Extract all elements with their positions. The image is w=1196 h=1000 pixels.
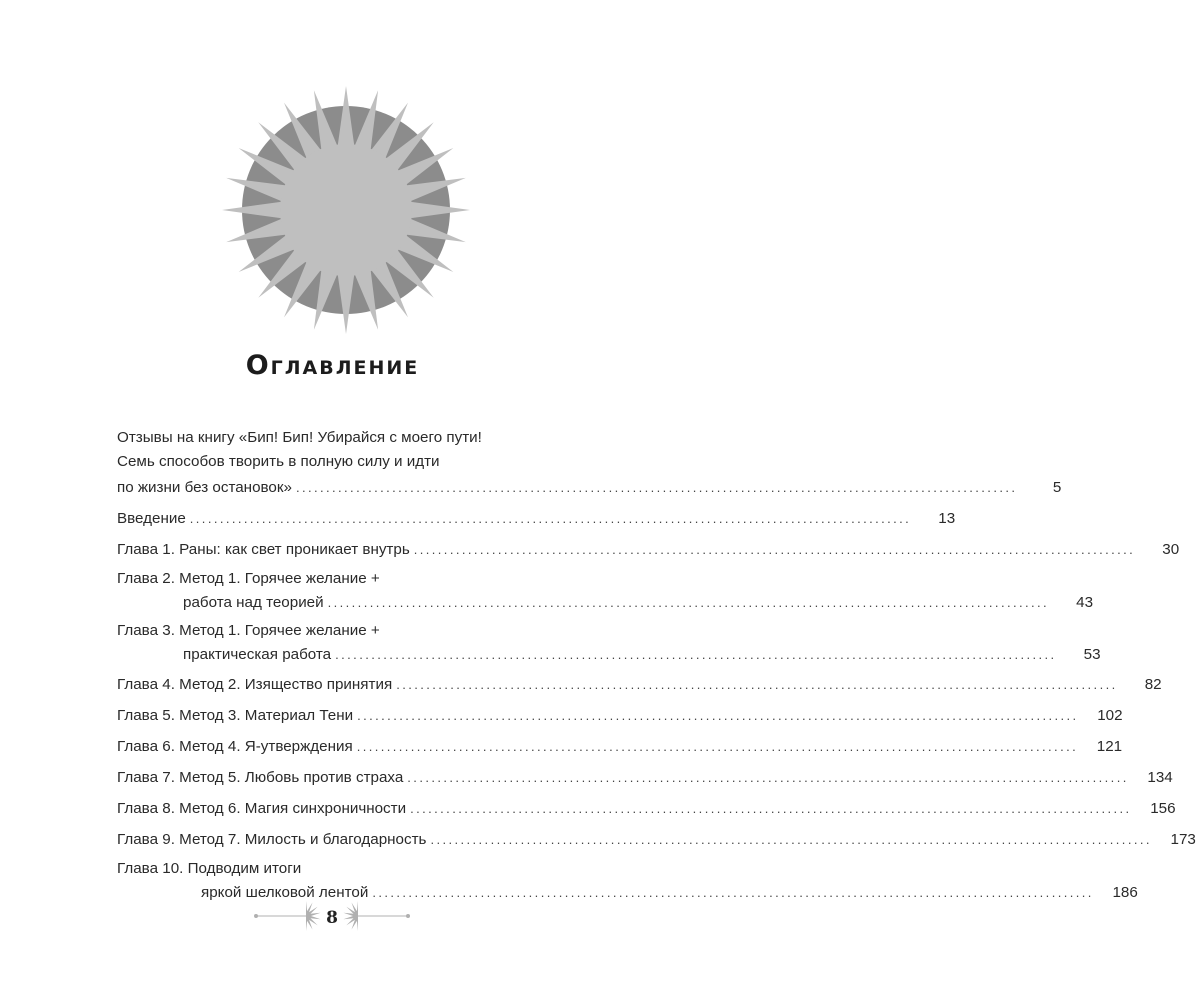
sun-emblem-icon	[0, 0, 665, 345]
toc-entry-text: Глава 5. Метод 3. Материал Тени	[117, 707, 354, 724]
toc-entry-text: Глава 9. Метод 7. Милость и благодарность	[117, 831, 427, 848]
toc-page-number: 121	[1096, 738, 1123, 755]
dot-leader: ........................................................................................................................	[295, 480, 1018, 495]
toc-entry-chapter-2[interactable]	[117, 567, 1094, 615]
toc-entry-text: Глава 10. Подводим итоги	[117, 860, 302, 877]
dot-leader: ........................................................................................................................	[327, 595, 1050, 610]
dot-leader: ........................................................................................................................	[407, 770, 1129, 785]
toc-page-number: 173	[1170, 831, 1196, 848]
toc-entry-text: Глава 8. Метод 6. Магия синхроничности	[117, 800, 407, 817]
toc-entry-chapter-7[interactable]	[117, 764, 1173, 791]
toc-entry-text: яркой шелковой лентой	[201, 884, 369, 901]
dot-leader: ........................................................................................................................	[372, 885, 1094, 900]
toc-page-number: 43	[1076, 594, 1094, 611]
toc-entry-chapter-4[interactable]	[117, 671, 1162, 698]
toc-entry-text: работа над теорией	[183, 594, 324, 611]
dot-leader: ........................................................................................................................	[430, 832, 1152, 847]
toc-entry-chapter-1[interactable]	[117, 536, 1180, 563]
toc-entry-text: Глава 6. Метод 4. Я-утверждения	[117, 738, 353, 755]
toc-entry-chapter-9[interactable]	[117, 826, 1196, 853]
toc-entry-text: Глава 3. Метод 1. Горячее желание +	[117, 622, 380, 639]
sun-core	[280, 144, 412, 276]
left-ornament-icon	[254, 901, 321, 931]
table-of-contents	[117, 426, 1196, 905]
toc-page-number: 186	[1112, 884, 1138, 901]
toc-entry-text: Глава 7. Метод 5. Любовь против страха	[117, 769, 404, 786]
toc-entry-text: Семь способов творить в полную силу и идти	[117, 453, 440, 470]
toc-page-number: 134	[1147, 769, 1173, 786]
toc-entry-reviews[interactable]	[117, 426, 1062, 501]
toc-entry-text: по жизни без остановок»	[117, 479, 292, 496]
toc-entry-text: Глава 1. Раны: как свет проникает внутрь	[117, 541, 410, 558]
toc-page-number: 82	[1144, 676, 1162, 693]
toc-entry-chapter-3[interactable]	[117, 619, 1101, 667]
toc-entry-chapter-5[interactable]	[117, 702, 1123, 729]
toc-page-number: 30	[1162, 541, 1180, 558]
dot-leader: ........................................................................................................................	[396, 677, 1118, 692]
contents-heading: Оглавление	[245, 350, 420, 381]
toc-entry-text: Глава 2. Метод 1. Горячее желание +	[117, 570, 380, 587]
right-ornament-icon	[343, 901, 410, 931]
dot-leader: ........................................................................................................................	[357, 708, 1079, 723]
toc-entry-text: Введение	[117, 510, 186, 527]
toc-page-number: 102	[1097, 707, 1123, 724]
dot-leader: ........................................................................................................................	[413, 542, 1136, 557]
toc-page-number: 5	[1052, 479, 1062, 496]
toc-page-number: 13	[938, 510, 956, 527]
toc-page-number: 156	[1150, 800, 1176, 817]
dot-leader: ........................................................................................................................	[410, 801, 1132, 816]
toc-entry-text: Глава 4. Метод 2. Изящество принятия	[117, 676, 393, 693]
toc-entry-text: Отзывы на книгу «Бип! Бип! Убирайся с моего пути!	[117, 429, 482, 446]
toc-entry-chapter-8[interactable]	[117, 795, 1176, 822]
dot-leader: ........................................................................................................................	[356, 739, 1079, 754]
page-number: 8	[326, 908, 338, 928]
dot-leader: ........................................................................................................................	[189, 511, 912, 526]
toc-entry-text: практическая работа	[183, 646, 332, 663]
dot-leader: ........................................................................................................................	[335, 647, 1057, 662]
toc-page-number: 53	[1083, 646, 1101, 663]
toc-entry-chapter-6[interactable]	[117, 733, 1123, 760]
toc-entry-introduction[interactable]	[117, 505, 956, 532]
